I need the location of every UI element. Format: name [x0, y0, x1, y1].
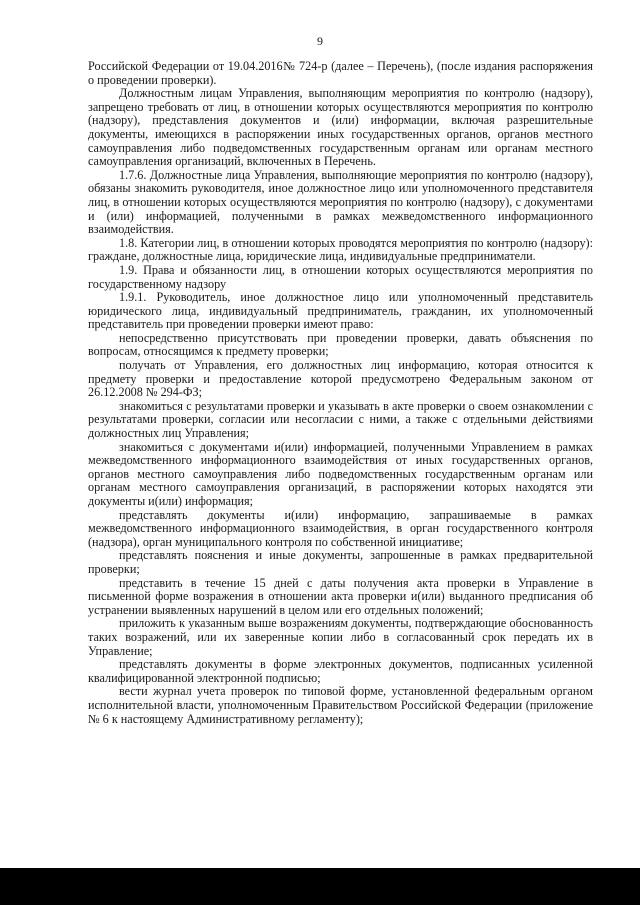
paragraph: знакомиться с документами и(или) информацией, полученными Управлением в рамках межведомственного информационного взаимодействия от иных государственных органов, органов местного самоуправления либо подведомственных государственным органам или органам местного самоуправления организаций, в распоряжении которых находятся эти документы и(или) информация;: [88, 439, 593, 508]
paragraph: 1.9.1. Руководитель, иное должностное лицо или уполномоченный представитель юридического лица, индивидуальный предприниматель, гражданин, их уполномоченный представитель при проведении проверки имеют право:: [88, 290, 593, 332]
paragraph: 1.9. Права и обязанности лиц, в отношении которых осуществляются мероприятия по государственному надзору: [88, 262, 593, 291]
paragraph: представлять документы и(или) информацию, запрашиваемые в рамках межведомственного информационного взаимодействия, в орган государственного контроля (надзора), орган муниципального контроля по собственной инициативе;: [88, 507, 593, 549]
paragraph: представить в течение 15 дней с даты получения акта проверки в Управление в письменной форме возражения в отношении акта проверки и(или) выданного предписания об устранении выявленных нарушений в целом или его отдельных положений;: [88, 575, 593, 617]
paragraph: 1.7.6. Должностные лица Управления, выполняющие мероприятия по контролю (надзору), обязаны знакомить руководителя, иное должностное лицо или уполномоченного представителя лиц, в отношении которых осуществляются мероприятия по контролю (надзору), с документами и (или) информацией, полученными в рамках межведомственного информационного взаимодействия.: [88, 167, 593, 237]
paragraph: знакомиться с результатами проверки и указывать в акте проверки о своем ознакомлении с результатами проверки, согласии или несогласии с ними, а также с отдельными действиями должностных лиц Управления;: [88, 398, 593, 441]
paragraph: представлять документы в форме электронных документов, подписанных усиленной квалифицированной электронной подписью;: [88, 657, 593, 685]
scan-bottom-edge: [0, 868, 640, 905]
paragraph: получать от Управления, его должностных лиц информацию, которая относится к предмету проверки и предоставление которой предусмотрено Федеральным законом от 26.12.2008 № 294-ФЗ;: [88, 358, 593, 400]
paragraph: приложить к указанным выше возражениям документы, подтверждающие обоснованность таких возражений, или их заверенные копии либо в согласованный срок передать их в Управление;: [88, 616, 593, 658]
paragraph: Должностным лицам Управления, выполняющим мероприятия по контролю (надзору), запрещено требовать от лиц, в отношении которых осуществляются мероприятия по контролю (надзору), представления документов и (или) информации, включая разрешительные документы, имеющихся в распоряжении иных государственных органов, органов местного самоуправления либо подведомственных государственным органам или органам местного самоуправления организаций, включенных в Перечень.: [88, 86, 593, 169]
document-body: [88, 60, 593, 726]
paragraph: представлять пояснения и иные документы, запрошенные в рамках предварительной проверки;: [88, 548, 593, 576]
paragraph: вести журнал учета проверок по типовой форме, установленной федеральным органом исполнительной власти, уполномоченным Правительством Российской Федерации (приложение № 6 к настоящему Административному регламенту);: [88, 684, 593, 726]
paragraph: 1.8. Категории лиц, в отношении которых проводятся мероприятия по контролю (надзору): граждане, должностные лица, юридические лица, индивидуальные предприниматели.: [88, 235, 593, 264]
page-number: 9: [317, 34, 323, 48]
paragraph: непосредственно присутствовать при проведении проверки, давать объяснения по вопросам, относящимся к предмету проверки;: [88, 330, 593, 359]
paragraph: Российской Федерации от 19.04.2016№ 724-р (далее – Перечень), (после издания распоряжения о проведении проверки).: [88, 59, 593, 87]
